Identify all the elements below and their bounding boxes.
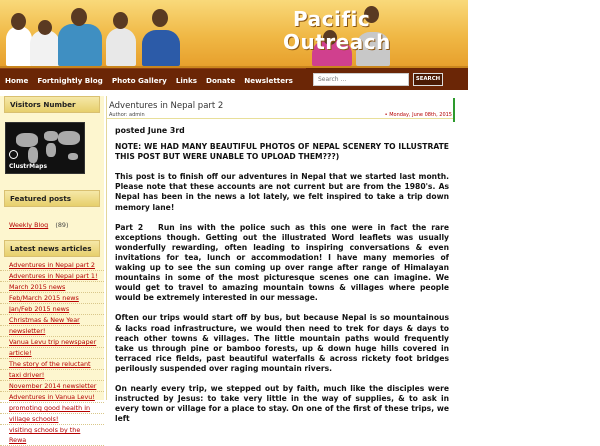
news-item[interactable]: Jan/Feb 2015 news <box>0 304 104 315</box>
news-item[interactable]: Christmas & New Year <box>0 315 104 326</box>
sidebar <box>0 96 104 444</box>
post-paragraph: Part 2 Run ins with the police such as this one were in fact the rare exceptions though. Getting out the illustrated Word leaflets was usually wonderfully rewarding, often leading to inspiring conversations & even invitations for tea, lunch or accommodation! I have many memories of waking up to see the sun coming up over range after range of Himalayan mountains in some of the most picturesque scenes one can imagine. We would get to travel to amazing mountain towns & villages where people would be extremely interested in our message. <box>115 222 452 303</box>
news-item[interactable]: The story of the reluctant <box>0 359 104 370</box>
banner-photo-person <box>30 30 60 66</box>
map-continent <box>28 147 38 163</box>
post-author: Author: admin <box>109 112 145 118</box>
header-banner <box>0 0 468 68</box>
featured-heading: Featured posts <box>4 190 100 207</box>
nav-item-links[interactable]: Links <box>175 75 198 85</box>
search-input[interactable] <box>313 73 409 86</box>
logo-line-1: Pacific <box>293 7 371 31</box>
map-continent <box>46 143 56 157</box>
banner-photo-head <box>38 20 52 35</box>
news-item[interactable]: Feb/March 2015 news <box>0 293 104 304</box>
banner-photo-head <box>11 13 26 30</box>
posted-date: posted June 3rd <box>115 126 185 135</box>
title-divider <box>107 118 453 119</box>
map-continent <box>16 133 38 147</box>
map-continent <box>58 131 80 145</box>
post-paragraph: On nearly every trip, we stepped out by faith, much like the disciples were instructed by Jesus: to take very little in the way of supplies, & to ask in every town or village for a place to stay. On one of the first of these trips, we left <box>115 383 449 424</box>
news-item[interactable]: newsletter! <box>0 326 104 337</box>
nav-item-newsletters[interactable]: Newsletters <box>244 75 293 85</box>
news-item[interactable]: March 2015 news <box>0 282 104 293</box>
banner-photo-head <box>71 8 87 26</box>
visitors-heading: Visitors Number <box>4 96 100 113</box>
news-item[interactable]: Vanua Levu trip newspaper <box>0 337 104 348</box>
news-item[interactable]: taxi driver! <box>0 370 104 381</box>
post-date: • Monday, June 08th, 2015 <box>384 112 452 118</box>
post-body <box>115 126 452 434</box>
nav-item-donate[interactable]: Donate <box>206 75 236 85</box>
main-content <box>106 96 468 424</box>
post-paragraph: Often our trips would start off by bus, but because Nepal is so mountainous & lacks road infrastructure, we would then need to trek for days & days to reach other towns & villages. The little mountain paths would frequently take us through pine or bamboo forests, up & down huge hills covered in terraced rice fields, past beautiful waterfalls & across rickety foot bridges perilously suspended over raging mountain rivers. <box>115 313 449 373</box>
news-item[interactable]: visiting schools by the Rewa <box>0 425 104 446</box>
latest-news-heading: Latest news articles <box>4 240 100 257</box>
featured-link[interactable]: Weekly Blog <box>9 221 49 229</box>
title-accent-bar <box>453 98 455 122</box>
featured-item <box>0 212 104 231</box>
news-item[interactable]: article! <box>0 348 104 359</box>
map-continent <box>68 153 78 160</box>
post-title[interactable]: Adventures in Nepal part 2 <box>109 101 224 111</box>
news-item[interactable]: Adventures in Vanua Levu! <box>0 392 104 403</box>
banner-photo-head <box>152 9 168 27</box>
news-item[interactable]: village schools! <box>0 414 104 425</box>
logo-line-2: Outreach <box>283 30 391 54</box>
banner-photo-person <box>58 24 102 66</box>
nav-item-fortnightly-blog[interactable]: Fortnightly Blog <box>37 75 103 85</box>
nav-item-photo-gallery[interactable]: Photo Gallery <box>111 75 167 85</box>
news-item[interactable]: Adventures in Nepal part 2 <box>0 260 104 271</box>
latest-news-list <box>0 260 104 446</box>
featured-count: (89) <box>55 221 69 229</box>
banner-photo-person <box>106 28 136 66</box>
banner-photo-person <box>142 30 180 66</box>
clustrmaps-label: ClustrMaps <box>9 163 48 170</box>
clustrmaps-logo-icon <box>9 150 18 159</box>
map-continent <box>44 131 58 141</box>
post-paragraph: NOTE: WE HAD MANY BEAUTIFUL PHOTOS OF NEPAL SCENERY TO ILLUSTRATE THIS POST BUT WERE UNABLE TO UPLOAD THEM???) <box>115 142 449 162</box>
banner-photo-person <box>6 26 32 66</box>
news-item[interactable]: November 2014 newsletter <box>0 381 104 392</box>
news-item[interactable]: promoting good health in <box>0 403 104 414</box>
site-logo[interactable] <box>283 8 391 54</box>
nav-item-home[interactable]: Home <box>5 75 29 85</box>
search-button[interactable]: SEARCH <box>413 73 443 86</box>
post-paragraph: This post is to finish off our adventures in Nepal that we started last month. Please note that these accounts are not current but are from the 1980's. As Nepal has been in the news a lot lately, we felt inspired to take a trip down memory lane! <box>115 172 449 212</box>
clustrmaps-widget[interactable] <box>5 122 85 174</box>
news-item[interactable]: Adventures in Nepal part 1! <box>0 271 104 282</box>
banner-photo-head <box>113 12 128 29</box>
